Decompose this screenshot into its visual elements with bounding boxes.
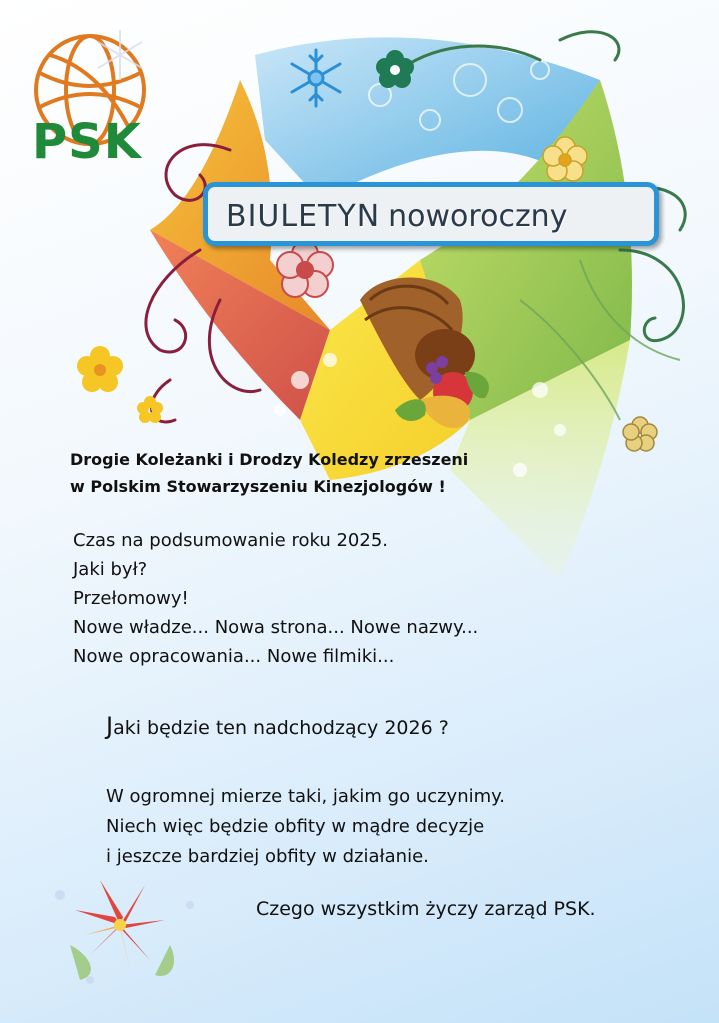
summary-text: [73, 526, 478, 671]
question-rest: aki będzie ten nadchodzący 2026 ?: [113, 717, 449, 739]
summary-line: Jaki był?: [73, 559, 148, 580]
summary-line: Nowe opracowania... Nowe filmiki...: [73, 646, 395, 667]
greeting-line: w Polskim Stowarzyszeniu Kinezjologów !: [70, 477, 446, 496]
summary-line: Nowe władze... Nowa strona... Nowe nazwy...: [73, 617, 479, 638]
wish-paragraph: [106, 782, 505, 872]
question-initial: J: [106, 712, 114, 740]
title-banner: [203, 182, 659, 246]
wish-line: W ogromnej mierze taki, jakim go uczynimy.: [106, 786, 505, 807]
wish-line: i jeszcze bardziej obfity w działanie.: [106, 846, 429, 867]
summary-line: Czas na podsumowanie roku 2025.: [73, 530, 389, 551]
title: [226, 199, 567, 234]
summary-line: Przełomowy!: [73, 588, 189, 609]
title-word-2: noworoczny: [388, 199, 568, 234]
wish-line: Niech więc będzie obfity w mądre decyzje: [106, 816, 485, 837]
greeting: [70, 446, 468, 500]
title-word-1: BIULETYN: [226, 199, 381, 234]
logo-text: PSK: [32, 114, 142, 170]
closing-signature: Czego wszystkim życzy zarząd PSK.: [256, 898, 596, 920]
greeting-line: Drogie Koleżanki i Drodzy Koledzy zrzeszeni: [70, 450, 469, 469]
question-heading: [106, 712, 449, 740]
